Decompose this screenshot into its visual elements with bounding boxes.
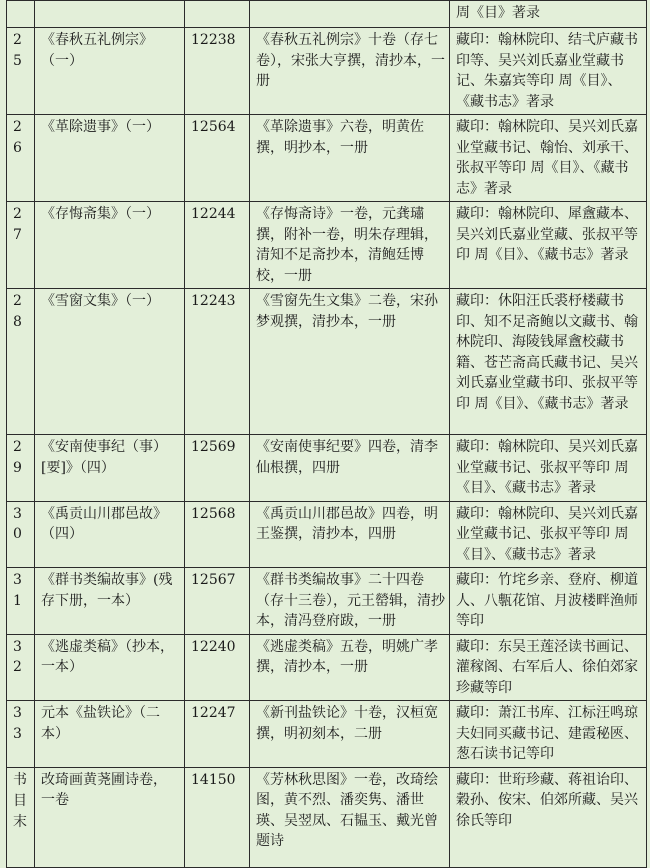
cell-no: 30	[7, 501, 35, 568]
cell-code: 12243	[185, 289, 250, 435]
cell-provenance: 藏印：休阳汪氏裘杼楼藏书印、知不足斋鲍以文藏书、翰林院印、海陵钱犀盦校藏书籍、苍芒斋高氏藏书记、吴兴刘氏嘉业堂藏书印、张叔平等印 周《目》、《藏书志》著录	[450, 289, 647, 435]
cell-code: 12247	[185, 701, 250, 768]
cell-desc: 《革除遗事》六卷，明黄佐撰，明抄本，一册	[250, 115, 450, 202]
cell-desc: 《春秋五礼例宗》十卷（存七卷），宋张大亨撰，清抄本，一册	[250, 28, 450, 115]
cell-title: 《存悔斋集》（一）	[35, 202, 185, 289]
cell-no	[7, 767, 35, 867]
cell-provenance: 周《目》著录	[450, 1, 647, 28]
cell-provenance: 藏印：世珩珍藏、蒋祖诒印、穀孙、侒宋、伯郊所藏、吴兴徐氏等印	[450, 767, 647, 867]
table-row	[7, 289, 647, 435]
table-row	[7, 767, 647, 867]
catalog-table	[6, 0, 647, 868]
cell-desc: 《群书类编故事》二十四卷（存十三卷），元王罃辑，清抄本，清冯登府跋，一册	[250, 568, 450, 635]
table-row-continued	[7, 1, 647, 28]
cell-desc: 《芳林秋思图》一卷，改琦绘图，黄不烈、潘奕隽、潘世瑛、吴翌凤、石韫玉、戴光曾题诗	[250, 767, 450, 867]
catalog-table-body	[7, 1, 647, 868]
cell-title: 《安南使事纪（事）[要]》（四）	[35, 435, 185, 502]
cell-code: 12240	[185, 634, 250, 701]
table-row	[7, 701, 647, 768]
cell-title: 改琦画黄荛圃诗卷，一卷	[35, 767, 185, 867]
table-row	[7, 568, 647, 635]
cell-no: 33	[7, 701, 35, 768]
cell-title: 《雪窗文集》（一）	[35, 289, 185, 435]
cell-desc: 《存悔斋诗》一卷，元龚璛撰，附补一卷，明朱存理辑，清知不足斋抄本，清鲍廷博校，一册	[250, 202, 450, 289]
cell-no: 31	[7, 568, 35, 635]
cell-desc	[250, 1, 450, 28]
cell-provenance: 藏印：翰林院印、吴兴刘氏嘉业堂藏书记、张叔平等印 周《目》、《藏书志》著录	[450, 501, 647, 568]
cell-no: 27	[7, 202, 35, 289]
cell-no: 29	[7, 435, 35, 502]
cell-desc: 《雪窗先生文集》二卷，宋孙梦观撰，清抄本，一册	[250, 289, 450, 435]
cell-no: 32	[7, 634, 35, 701]
cell-no: 25	[7, 28, 35, 115]
table-row	[7, 28, 647, 115]
cell-no	[7, 1, 35, 28]
table-row	[7, 501, 647, 568]
cell-code: 12569	[185, 435, 250, 502]
cell-provenance: 藏印：东吴王莲泾读书画记、灌稼阁、右军后人、徐伯郊家珍藏等印	[450, 634, 647, 701]
cell-title: 元本《盐铁论》（二本）	[35, 701, 185, 768]
cell-title: 《禹贡山川郡邑故》（四）	[35, 501, 185, 568]
cell-code: 14150	[185, 767, 250, 867]
cell-provenance: 藏印：萧江书库、江标汪鸣琼夫妇同买藏书记、建霞秘匧、葱石读书记等印	[450, 701, 647, 768]
cell-desc: 《逃虚类稿》五卷，明姚广孝撰，清抄本，一册	[250, 634, 450, 701]
cell-provenance: 藏印：翰林院印、犀盦藏本、吴兴刘氏嘉业堂藏、张叔平等印 周《目》、《藏书志》著录	[450, 202, 647, 289]
table-row	[7, 435, 647, 502]
vertical-row-label: 书目末	[13, 771, 27, 830]
cell-desc: 《禹贡山川郡邑故》四卷，明王鉴撰，清抄本，四册	[250, 501, 450, 568]
cell-code: 12244	[185, 202, 250, 289]
cell-code: 12238	[185, 28, 250, 115]
cell-provenance: 藏印：翰林院印、结弌庐藏书印等、吴兴刘氏嘉业堂藏书记、朱嘉宾等印 周《目》、《藏书志》著录	[450, 28, 647, 115]
cell-code: 12564	[185, 115, 250, 202]
cell-title: 《革除遗事》（一）	[35, 115, 185, 202]
table-row	[7, 634, 647, 701]
cell-provenance: 藏印：竹垞乡亲、登府、柳道人、八甎花馆、月波楼畔渔师等印	[450, 568, 647, 635]
cell-no: 26	[7, 115, 35, 202]
table-row	[7, 202, 647, 289]
cell-provenance: 藏印：翰林院印、吴兴刘氏嘉业堂藏书记、翰怡、刘承干、张叔平等印 周《目》、《藏书志》著录	[450, 115, 647, 202]
cell-provenance: 藏印：翰林院印、吴兴刘氏嘉业堂藏书记、张叔平等印 周《目》、《藏书志》著录	[450, 435, 647, 502]
cell-title: 《春秋五礼例宗》（一）	[35, 28, 185, 115]
cell-title	[35, 1, 185, 28]
cell-desc: 《安南使事纪要》四卷，清李仙根撰，四册	[250, 435, 450, 502]
cell-code: 12567	[185, 568, 250, 635]
cell-no: 28	[7, 289, 35, 435]
cell-desc: 《新刊盐铁论》十卷，汉桓宽撰，明初刻本，二册	[250, 701, 450, 768]
cell-code: 12568	[185, 501, 250, 568]
cell-code	[185, 1, 250, 28]
cell-title: 《逃虚类稿》（抄本，一本）	[35, 634, 185, 701]
cell-title: 《群书类编故事》(残存下册，一本）	[35, 568, 185, 635]
table-row	[7, 115, 647, 202]
